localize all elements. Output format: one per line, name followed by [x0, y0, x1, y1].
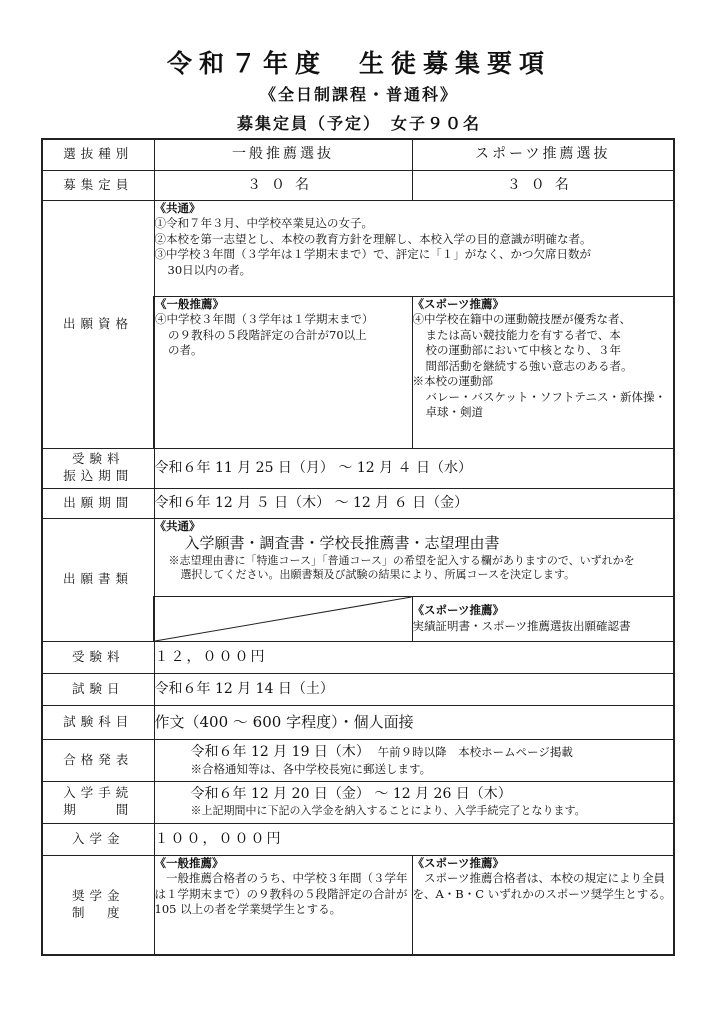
- label-fee-payment-line2: 振込期間: [63, 468, 134, 483]
- label-exam-fee: 受験料: [42, 641, 154, 673]
- documents-general-empty: [154, 596, 412, 641]
- result-time: 午前９時以降 本校ホームページ掲載: [377, 744, 573, 759]
- label-enrollment-line1: 入学手続: [63, 785, 134, 801]
- application-period-value: 令和６年 12 月 ５ 日（木） ～ 12 月 ６ 日（金）: [154, 488, 674, 518]
- scholarship-general: [154, 855, 412, 955]
- documents-sports: [412, 596, 674, 641]
- row-eligibility-common: [42, 200, 674, 296]
- row-admission-fee: [42, 823, 674, 855]
- label-scholarship-line1: 奨学金: [71, 887, 125, 903]
- sports-clubs-head: ※本校の運動部: [412, 374, 493, 389]
- label-exam-date: 試験日: [42, 673, 154, 705]
- result-note: ※合格通知等は、各中学校長宛に郵送します。: [190, 761, 432, 776]
- fee-payment-value: 令和６年 11 月 25 日（月） ～ 12 月 ４ 日（水）: [154, 448, 674, 488]
- row-exam-fee: [42, 641, 674, 673]
- eligibility-general-item: の者。: [168, 343, 203, 358]
- scholarship-general-text: 一般推薦合格者のうち、中学校３年間（３学年は１学期末まで）の９教科の５段階評定の合計が105 以上の者を学業奨学生とする。: [154, 871, 408, 917]
- page-subtitle: 《全日制課程・普通科》: [259, 85, 458, 104]
- row-capacity: [42, 170, 674, 200]
- label-admission-fee: 入学金: [42, 823, 154, 855]
- label-eligibility: 出願資格: [42, 200, 154, 448]
- row-fee-payment: [42, 448, 674, 488]
- documents-common: [154, 518, 674, 596]
- eligibility-common-item: ②本校を第一志望とし、本校の教育方針を理解し、本校入学の目的意識が明確な者。: [154, 231, 592, 246]
- selection-general: 一般推薦選抜: [154, 139, 412, 170]
- eligibility-general: [154, 296, 412, 448]
- capacity-general: ３０名: [154, 170, 412, 200]
- eligibility-common-item: ③中学校３年間（３学年は１学期末まで）で、評定に「１」がなく、かつ欠席日数が: [154, 247, 592, 262]
- row-scholarship: [42, 855, 674, 955]
- documents-common-list: 入学願書・調査書・学校長推薦書・志望理由書: [184, 534, 500, 553]
- eligibility-sports: [412, 296, 674, 448]
- label-scholarship-line2: 制 度: [71, 904, 125, 920]
- label-documents: 出願書類: [42, 518, 154, 641]
- sports-club-line: バレー・バスケット・ソフトテニス・新体操・: [425, 389, 666, 404]
- result-value: 令和６年 12 月 19 日（木）: [190, 743, 370, 760]
- eligibility-common-item: ①令和７年３月、中学校卒業見込の女子。: [154, 216, 373, 231]
- eligibility-sports-item: ④中学校在籍中の運動競技歴が優秀な者、: [412, 312, 631, 327]
- label-fee-payment-line1: 受験料: [71, 451, 125, 467]
- capacity-sports: ３０名: [412, 170, 674, 200]
- diagonal-line: [155, 597, 412, 641]
- exam-date-value: 令和６年 12 月 14 日（土）: [154, 673, 674, 705]
- selection-sports: スポーツ推薦選抜: [412, 139, 674, 170]
- enrollment-value: 令和６年 12 月 20 日（金） ～ 12 月 26 日（木）: [190, 786, 512, 803]
- row-documents-common: [42, 518, 674, 596]
- documents-note: 選択してください。出願書類及び試験の結果により、所属コースを決定します。: [180, 568, 576, 582]
- eligibility-general-item: ④中学校３年間（３学年は１学期末まで）: [155, 312, 374, 327]
- label-fee-payment: [42, 448, 154, 488]
- row-exam-subjects: [42, 705, 674, 739]
- documents-common-head: 《共通》: [154, 518, 201, 533]
- exam-subjects-value: 作文（400 ～ 600 字程度）・個人面接: [154, 705, 674, 739]
- label-enrollment-line2: 期 間: [63, 802, 134, 817]
- scholarship-sports-text: スポーツ推薦合格者は、本校の規定により全員を、A・B・C いずれかのスポーツ奨学生とする。: [412, 871, 672, 901]
- label-capacity: 募集定員: [42, 170, 154, 200]
- quota-heading: 募集定員（予定） 女子９０名: [236, 114, 481, 133]
- exam-fee-value: １２，０００円: [154, 641, 674, 673]
- result-cell: [154, 739, 674, 781]
- label-scholarship: [42, 855, 154, 955]
- eligibility-general-item: の９教科の５段階評定の合計が70以上: [168, 327, 367, 342]
- admission-table: [41, 138, 675, 956]
- admission-fee-value: １００，０００円: [154, 823, 674, 855]
- label-enrollment: [42, 781, 154, 823]
- eligibility-common-head: 《共通》: [154, 200, 201, 215]
- eligibility-sports-item: 間部活動を継続する強い意志のある者。: [425, 358, 633, 373]
- scholarship-sports-head: 《スポーツ推薦》: [412, 855, 505, 870]
- row-result: [42, 739, 674, 781]
- eligibility-common-item: 30日以内の者。: [167, 262, 252, 277]
- page-title: 令和７年度 生徒募集要項: [166, 49, 551, 78]
- sports-club-line: 卓球・剣道: [425, 405, 483, 420]
- row-exam-date: [42, 673, 674, 705]
- label-application-period: 出願期間: [42, 488, 154, 518]
- scholarship-sports: [412, 855, 674, 955]
- label-result: 合格発表: [42, 739, 154, 781]
- eligibility-sports-head: 《スポーツ推薦》: [412, 296, 505, 311]
- enrollment-cell: [154, 781, 674, 823]
- row-application-period: [42, 488, 674, 518]
- documents-note: ※志望理由書に「特進コース」「普通コース」の希望を記入する欄がありますので、いずれかを: [168, 553, 635, 567]
- label-exam-subjects: 試験科目: [42, 705, 154, 739]
- row-selection: [42, 139, 674, 170]
- documents-sports-head: 《スポーツ推薦》: [412, 602, 505, 617]
- row-enrollment: [42, 781, 674, 823]
- eligibility-sports-item: または高い競技能力を有する者で、本: [425, 327, 621, 342]
- scholarship-general-head: 《一般推薦》: [154, 855, 224, 870]
- enrollment-note: ※上記期間中に下記の入学金を納入することにより、入学手続完了となります。: [190, 804, 586, 818]
- documents-sports-list: 実績証明書・スポーツ推薦選抜出願確認書: [412, 618, 631, 633]
- label-selection: 選抜種別: [42, 139, 154, 170]
- eligibility-common: [154, 200, 674, 296]
- eligibility-general-head: 《一般推薦》: [155, 296, 224, 311]
- eligibility-sports-item: 校の運動部において中核となり、３年: [425, 343, 621, 358]
